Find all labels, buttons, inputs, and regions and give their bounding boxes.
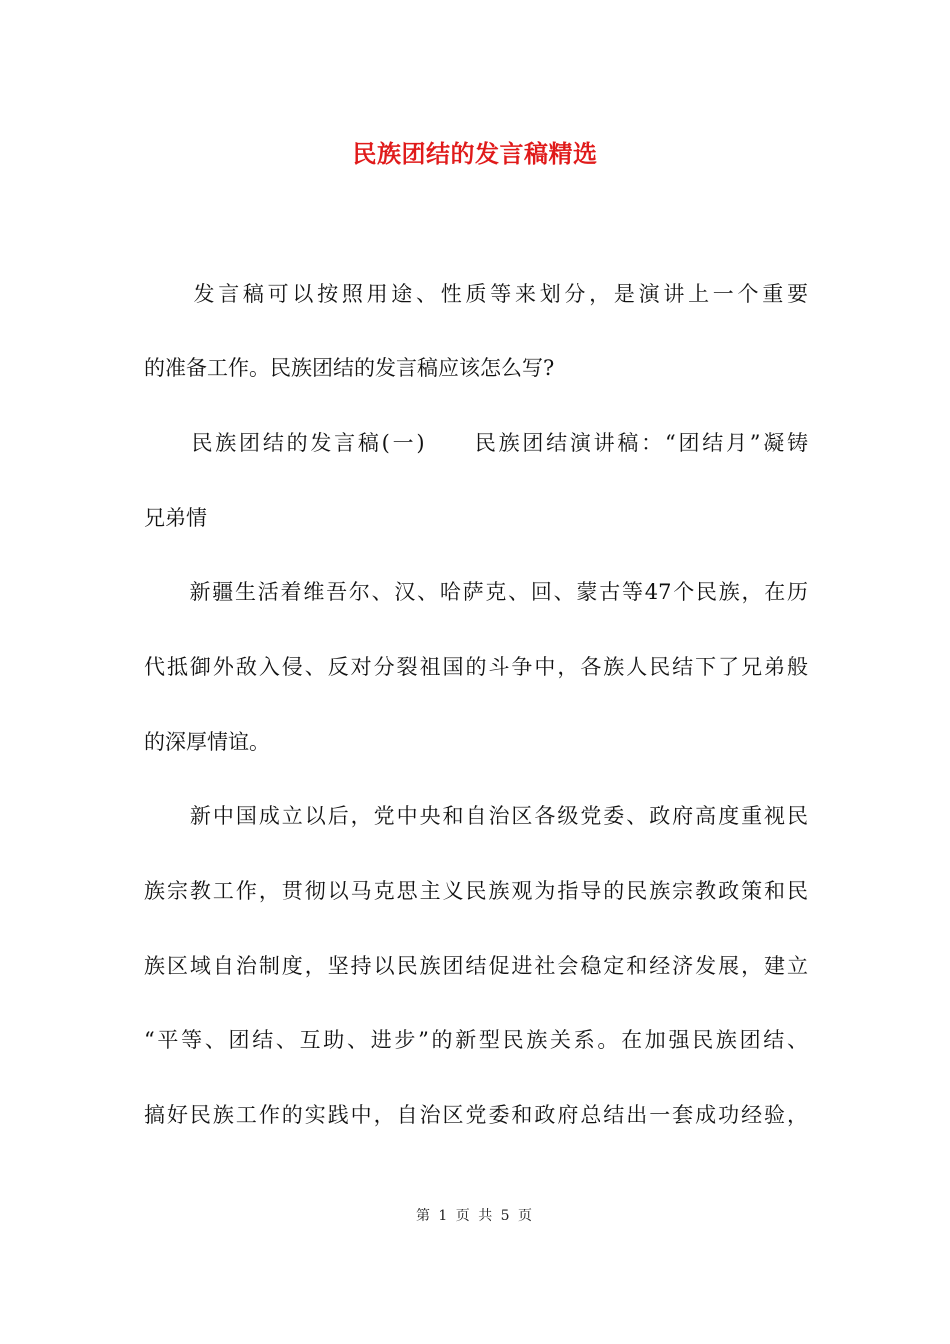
page-footer: 第 1 页 共 5 页 [415, 1208, 535, 1224]
paragraph-line: 族宗教工作，贯彻以马克思主义民族观为指导的民族宗教政策和民 [144, 879, 808, 903]
paragraph-line: 族区域自治制度，坚持以民族团结促进社会稳定和经济发展，建立 [144, 954, 808, 978]
paragraph-line: 新疆生活着维吾尔、汉、哈萨克、回、蒙古等47个民族，在历 [144, 580, 808, 604]
paragraph-line: 民族团结的发言稿(一) 民族团结演讲稿：“团结月”凝铸 [144, 431, 808, 455]
paragraph-line: 搞好民族工作的实践中，自治区党委和政府总结出一套成功经验， [144, 1103, 808, 1127]
paragraph-line: 代抵御外敌入侵、反对分裂祖国的斗争中，各族人民结下了兄弟般 [144, 655, 808, 679]
paragraph-line: 的准备工作。民族团结的发言稿应该怎么写? [144, 356, 555, 380]
paragraph-line: “平等、团结、互助、进步”的新型民族关系。在加强民族团结、 [144, 1028, 808, 1052]
paragraph-line: 的深厚情谊。 [144, 730, 270, 754]
paragraph-line: 发言稿可以按照用途、性质等来划分，是演讲上一个重要 [144, 282, 808, 306]
paragraph-line: 新中国成立以后，党中央和自治区各级党委、政府高度重视民 [144, 804, 808, 828]
document-title: 民族团结的发言稿精选 [352, 139, 598, 168]
paragraph-line: 兄弟情 [144, 506, 207, 530]
